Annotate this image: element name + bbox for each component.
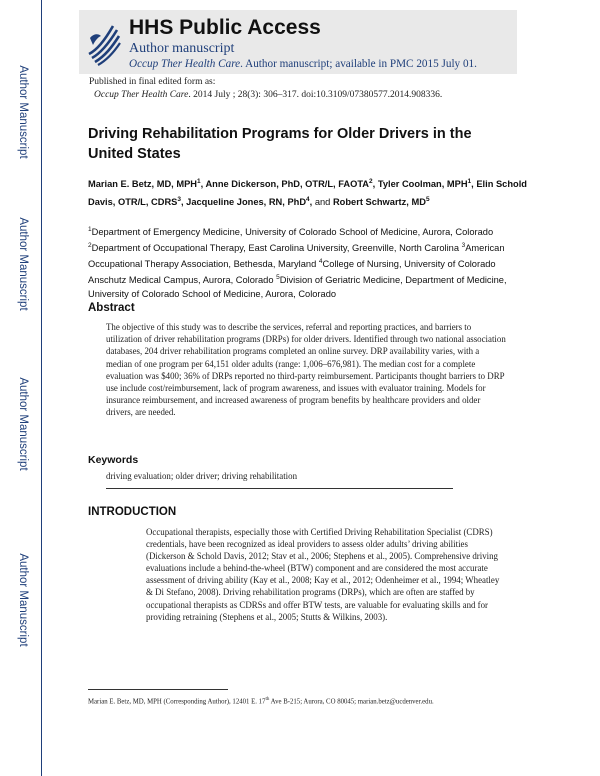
author-sup: 4: [306, 196, 310, 204]
keywords-heading: Keywords: [88, 454, 139, 466]
footnote-before: Marian E. Betz, MD, MPH (Corresponding Author), 12401 E. 17: [88, 698, 266, 706]
authors-and: and: [314, 197, 331, 208]
abstract-text: The objective of this study was to describe the services, referral and reporting practices, and barriers to utilization of driver rehabilitation programs (DRPs) for older drivers. Identified through two national association databases, 204 driver rehabilitation programs completed an online survey. DRP availability varies, with a median of one program per 64,151 older adults (range: 1,006–676,981). The median cost for a complete evaluation was $400; 36% of DRPs reported no third-party reimbursement. Participants thought barriers to DRP use include cost/reimbursement, lack of program awareness, and issues with evaluator training. Models for insurance reimbursement, and increased awareness of program benefits by healthcare providers and older drivers, are needed.: [106, 322, 506, 418]
citation-details: . 2014 July ; 28(3): 306–317. doi:10.3109/07380577.2014.908336.: [188, 90, 443, 100]
corresponding-author-footnote: [88, 697, 434, 705]
affil-sup: 1: [88, 226, 92, 233]
header-availability: [129, 58, 477, 70]
header-journal: Occup Ther Health Care: [129, 58, 241, 70]
author-name: Marian E. Betz, MD, MPH: [88, 179, 197, 190]
author-list: Marian E. Betz, MD, MPH$^1$, Anne Dickerson, PhD, OTR/L, FAOTA$^2$, Tyler Coolman, MPH$^1$, Elin Schold Davis, OTR/L, CDRS$^3$, Jacqueline Jones, RN, PhD$^4$, and Robert Schwartz, $MD^5$: [88, 178, 527, 208]
author-sup: 2: [369, 178, 373, 185]
affiliation: Department of Emergency Medicine, University of Colorado School of Medicine, Aurora, Colorado: [91, 227, 494, 238]
header-subtitle: Author manuscript: [129, 41, 235, 56]
hhs-eagle-logo-icon: [83, 14, 123, 70]
introduction-text: Occupational therapists, especially those with Certified Driving Rehabilitation Specialist (CDRS) credentials, have been recognized as ideal providers to assess older adults’ driving abilities (Dickerson & Schold Davis, 2012; Stav et al., 2006; Stephens et al., 2005). Comprehensive driving evaluations include a behind-the-wheel (BTW) component and are considered the most accurate assessment of driving ability (Kay et al., 2008; Kay et al., 2012; Odenheimer et al., 1994; Wheatley & Di Stefano, 2008). Driving rehabilitation programs (DRPs), which are often are staffed by occupational therapists as CDRSs and offer BTW tests, are valuable for evaluating skills and for providing retraining (Stephens et al., 2005; Stutts & Wilkins, 2003).: [146, 527, 500, 622]
margin-label-3: Author Manuscript: [17, 377, 29, 471]
margin-label-1: Author Manuscript: [17, 65, 29, 159]
author-sup: 3: [177, 196, 181, 204]
header-availability-text: . Author manuscript; available in PMC 2015 July 01.: [240, 58, 477, 70]
header-title: HHS Public Access: [129, 16, 321, 39]
author-name: Anne Dickerson, PhD, OTR/L, FAOTA: [205, 179, 370, 190]
author-name: Tyler Coolman, MPH: [377, 179, 468, 190]
affiliation: Department of Occupational Therapy, East Carolina University, Greenville, North Carolina: [91, 243, 460, 254]
affiliation: American Occupational Therapy Association, Bethesda, Maryland: [88, 243, 505, 270]
affiliation: College of Nursing, University of Colorado Anschutz Medical Campus, Aurora, Colorado: [88, 259, 496, 286]
keywords-divider: [106, 488, 453, 489]
abstract-heading: Abstract: [88, 302, 135, 314]
affil-sup: 5: [276, 274, 280, 282]
affiliation: Division of Geriatric Medicine, Department of Medicine, University of Colorado School of Medicine, Aurora, Colorado: [88, 275, 507, 300]
margin-rule: [41, 0, 42, 776]
keywords-text: driving evaluation; older driver; driving rehabilitation: [106, 471, 298, 481]
author-name: Robert Schwartz, MD: [332, 197, 426, 208]
publication-citation: [94, 90, 442, 100]
hhs-header: [79, 10, 517, 74]
footnote-sup: th: [265, 697, 270, 702]
introduction-heading: INTRODUCTION: [88, 506, 177, 518]
author-name: Jacqueline Jones, RN, PhD: [186, 197, 307, 208]
published-label: Published in final edited form as:: [89, 77, 216, 87]
margin-label-4: Author Manuscript: [17, 553, 29, 647]
affil-sup: 2: [88, 242, 92, 250]
author-name: Elin Schold Davis, OTR/L, CDRS: [88, 179, 527, 208]
article-title: Driving Rehabilitation Programs for Older Drivers in the United States: [88, 126, 472, 162]
author-sup: 1: [197, 178, 201, 185]
margin-label-2: Author Manuscript: [17, 217, 29, 311]
citation-journal: Occup Ther Health Care: [94, 90, 189, 100]
footnote-after: Ave B-215; Aurora, CO 80045; marian.betz@ucdenver.edu.: [269, 698, 434, 706]
author-sup: 1: [467, 178, 472, 185]
affil-sup: 3: [461, 242, 466, 250]
author-sup: 5: [425, 196, 430, 204]
affiliations: [88, 223, 528, 301]
affil-sup: 4: [318, 258, 323, 266]
footnote-divider: [88, 689, 228, 690]
